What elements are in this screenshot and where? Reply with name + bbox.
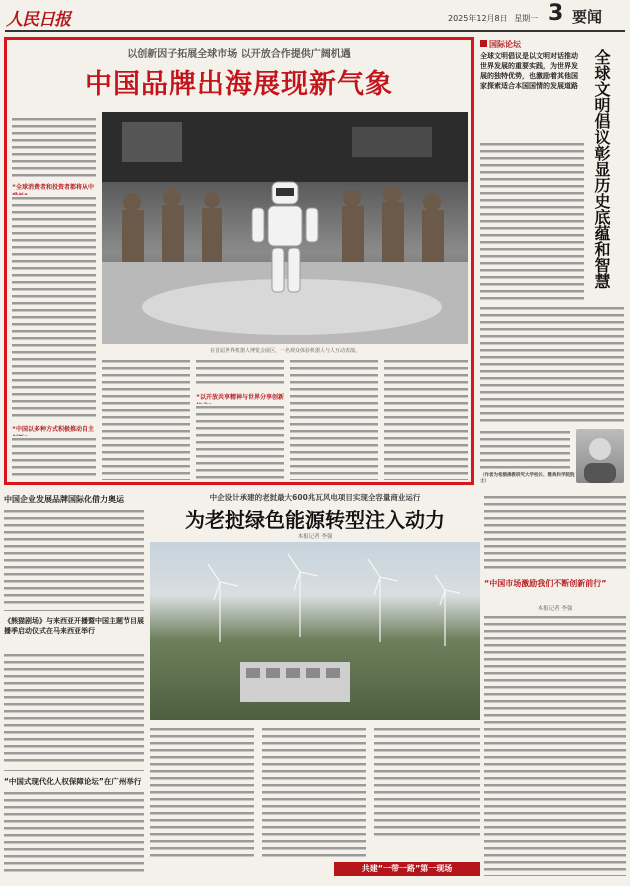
lead-subhead-3: “以开放共享精神与世界分享创新 — [196, 394, 284, 401]
left-headline-1: 中国企业发展品牌国际化借力奥运 — [4, 495, 124, 504]
newspaper-logo: 人民日报 — [6, 10, 70, 30]
left-body-3 — [4, 790, 144, 876]
lead-story-box — [4, 37, 474, 485]
intl-forum — [480, 37, 626, 485]
date-text: 2025年12月8日 — [448, 14, 508, 23]
masthead — [0, 0, 630, 36]
author-portrait — [576, 429, 624, 483]
lead-body-col5 — [384, 358, 468, 480]
left-headline-3: “中国式现代化人权保障论坛”在广州举行 — [4, 777, 142, 786]
left-body-1 — [4, 508, 144, 606]
second-kicker: 中企设计承建的老挝最大600兆瓦风电项目实现全容量商业运行 — [209, 493, 421, 502]
second-body-col2 — [262, 726, 366, 860]
section-name: 要闻 — [572, 8, 603, 26]
lead-body-col1-b — [12, 195, 96, 419]
left-body-2 — [4, 652, 144, 764]
photo-caption: 在首届世界机器人博览会展区，一名观众体验机器人与人互动表演。 — [209, 348, 360, 354]
wind-farm-photo — [150, 542, 480, 720]
right-body — [484, 614, 626, 876]
intl-forum-label: 国际论坛 — [480, 39, 521, 50]
lead-body-col3-b — [196, 404, 284, 480]
lead-body-col2 — [102, 358, 190, 480]
portrait-icon — [576, 429, 624, 483]
lead-subhead-2: “中国以多种方式积极推动自主 — [12, 426, 94, 433]
forum-icon — [480, 40, 487, 47]
intl-body-b — [480, 305, 624, 425]
second-body-col3 — [374, 726, 480, 836]
page-number: 3 — [548, 1, 564, 26]
second-body-col1 — [150, 726, 254, 860]
issue-date — [448, 13, 538, 24]
lead-body-col4 — [290, 358, 378, 480]
left-headline-2: 《熊猫剧场》与来西亚开播暨中国主题节目展播季启动仪式在马来西亚举行 — [4, 617, 144, 635]
left-column — [4, 490, 144, 880]
right-headline: “中国市场激励我们不断创新前行” — [484, 579, 607, 588]
bottom-banner: 共建“一带一路”第一现场 — [334, 862, 480, 876]
lead-subhead-1: “全球消费者和投资者都将从中 — [12, 184, 94, 191]
weekday-text: 星期一 — [514, 14, 539, 23]
left-divider-1 — [4, 610, 144, 611]
robot-exhibition-illustration — [102, 112, 468, 344]
intl-forum-title: 全球文明倡议彰显历史底蕴和智慧 — [592, 49, 611, 289]
right-body-top — [484, 494, 626, 570]
lead-body-col3-a — [196, 358, 284, 388]
intl-body-c — [480, 429, 570, 469]
left-divider-2 — [4, 770, 144, 771]
intl-author-note: （作者为希腊佛教研究大学校长、雅典科学院院士） — [480, 473, 575, 484]
intl-body-a — [480, 141, 584, 301]
second-headline: 为老挝绿色能源转型注入动力 — [185, 508, 445, 532]
right-byline: 本报记者 李强 — [537, 606, 573, 612]
lead-photo — [102, 112, 468, 344]
intl-forum-dek: 全球文明倡议是以文明对话推动世界发展的重要实践，为世界发展的独特优势，也激励着其他国家探索适合本国国情的发展道路 — [480, 52, 578, 90]
lead-headline: 中国品牌出海展现新气象 — [85, 69, 393, 100]
lead-body-col1-c — [12, 436, 96, 480]
masthead-rule — [5, 30, 625, 32]
lead-kicker: 以创新因子拓展全球市场 以开放合作提供广阔机遇 — [127, 49, 351, 60]
second-byline: 本报记者 李强 — [297, 534, 333, 540]
second-story — [150, 490, 480, 880]
right-column — [484, 490, 626, 880]
lead-body-col1-a — [12, 116, 96, 178]
wind-turbine-illustration — [150, 542, 480, 720]
